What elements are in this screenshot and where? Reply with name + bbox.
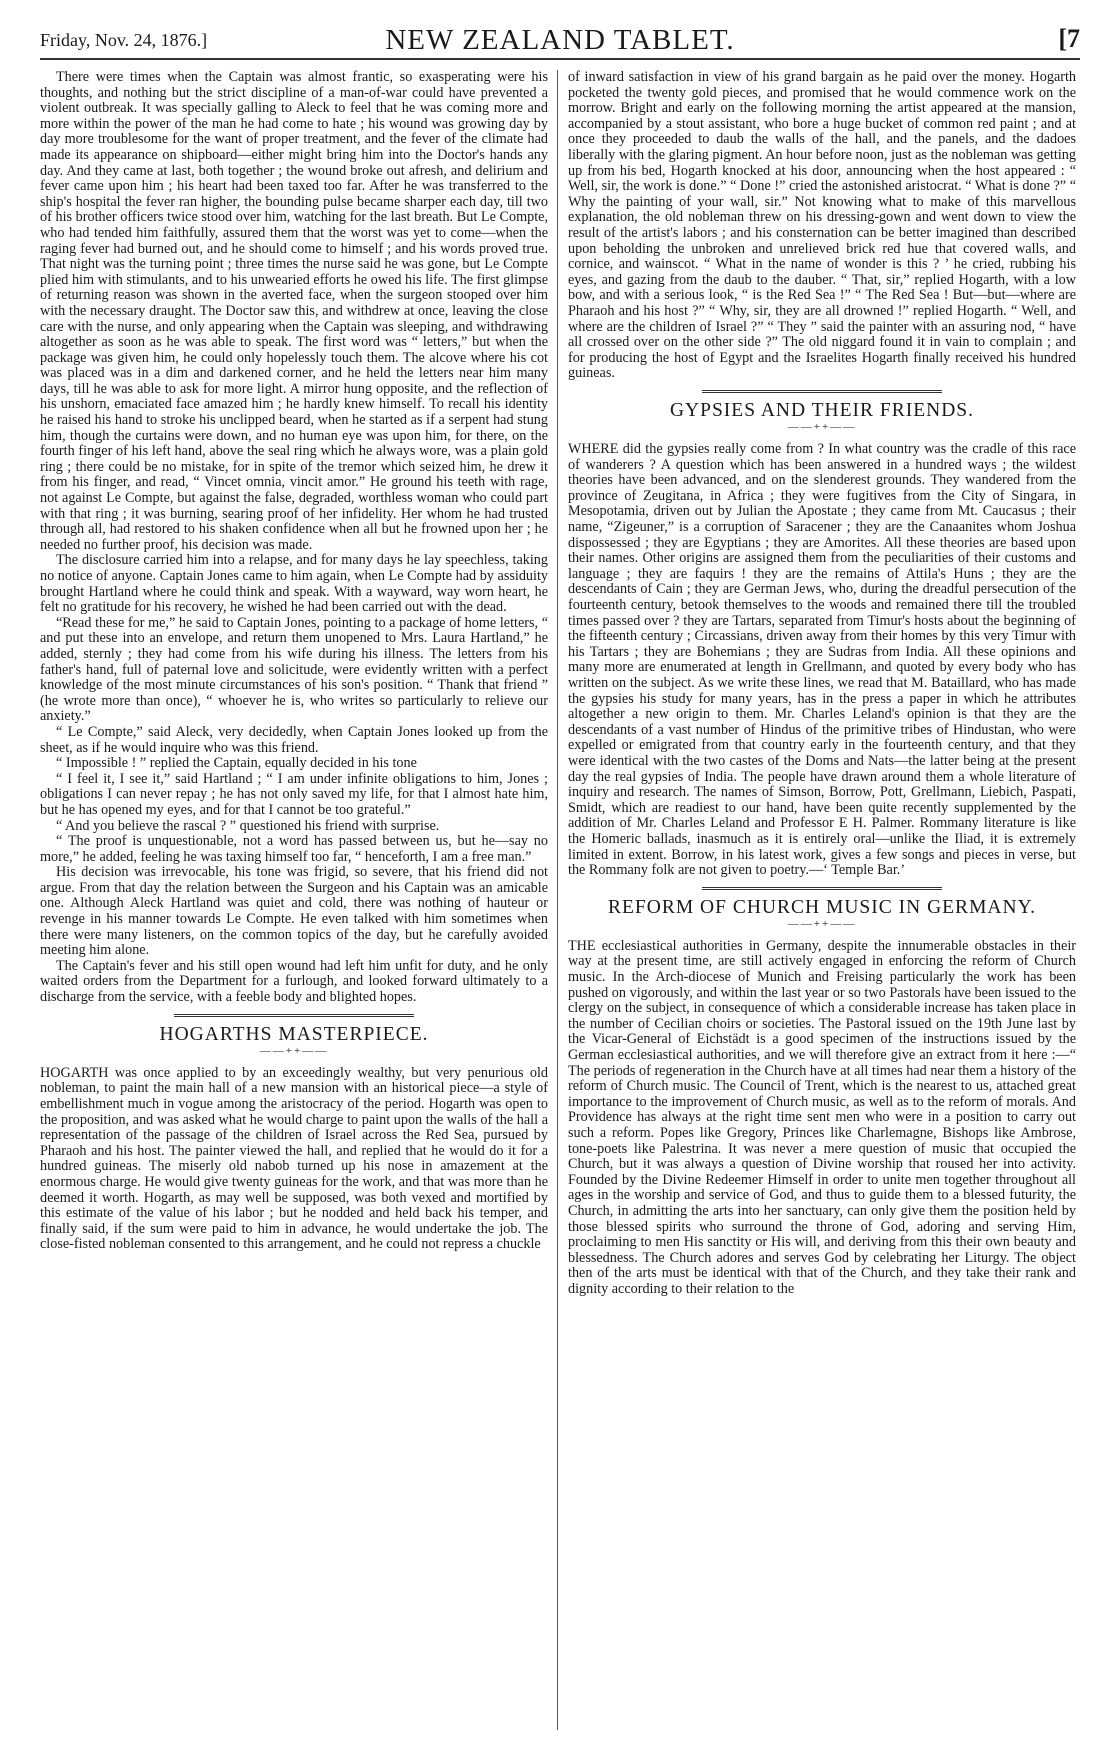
issue-date: Friday, Nov. 24, 1876.] — [40, 30, 208, 50]
hogarth-article-continued: of inward satisfaction in view of his grand bargain as he paid over the money. Hogarth pocketed the twenty gold pieces, and promised that he would commence work on the morrow. Bright and early on the following morning the artist appeared at the mansion, accompanied by a stout assistant, who bore a huge bucket of common red paint ; and at once they proceeded to daub the walls of the hall, and the panels, and the dadoes liberally with the glaring pigment. An hour before noon, just as the nobleman was getting up from his bed, Hogarth knocked at his door, announcing when the host appeared : “ Well, sir, the work is done.” “ Done !” cried the astonished aristocrat. “ What is done ?” “ Why the painting of your wall, sir.” Not knowing what to make of this marvellous explanation, the old nobleman threw on his dressing-gown and went down to view the result of the artist's labors ; and his consternation can be better imagined than described upon beholding the unbroken and unrelieved brick red hue that covered walls, and cornice, and wainscot. “ What in the name of wonder is this ? ’ he cried, rubbing his eyes, and gazing from the daub to the dauber. “ That, sir,” replied Hogarth, with a low bow, and with a serious look, “ is the Red Sea !” “ The Red Sea ! But—but—where are Pharaoh and his host ?” “ Why, sir, they are all drowned !” replied Hogarth. “ Well, and where are the children of Israel ?” “ They ” said the painter with an assuring nod, “ have all crossed over on the other side ?” The old niggard found it in vain to complain ; and for producing the host of Egypt and the Israelites Hogarth finally received his hundred guineas. — [568, 69, 1076, 382]
newspaper-title: NEW ZEALAND TABLET. — [385, 24, 735, 56]
heading-ornament: ——++—— — [787, 918, 857, 931]
section-divider — [702, 887, 942, 890]
story-paragraph: “ Le Compte,” said Aleck, very decidedly, when Captain Jones looked up from the sheet, as if he would inquire who was this friend. — [40, 723, 548, 756]
heading-ornament: ——++—— — [259, 1045, 329, 1058]
right-column — [568, 70, 1076, 1298]
story-paragraph: “ I feel it, I see it,” said Hartland ; “ I am under infinite obligations to him, Jones ; obligations I can never repay ; he has not only saved my life, for that I almost hate him, but he has opened my eyes, and for that I cannot be too grateful.” — [40, 770, 548, 818]
page-number: [7 — [1058, 24, 1080, 53]
story-paragraph: “ Impossible ! ” replied the Captain, equally decided in his tone — [56, 755, 417, 772]
story-paragraph: “Read these for me,” he said to Captain Jones, pointing to a package of home letters, “ and put these into an envelope, and return them unopened to Mrs. Laura Hartland,” he added, sternly ; they had come from his wife during his illness. The letters from his father's hand, full of paternal love and solicitude, were evidently written with a perfect knowledge of the most minute circumstances of his son's position. “ Thank that friend ” (he wrote more than once), “ whoever he is, who writes so particularly to relieve our anxiety.” — [40, 614, 548, 725]
masthead — [40, 22, 1080, 60]
left-column — [40, 70, 548, 1253]
story-paragraph: “ The proof is unquestionable, not a word has passed between us, but he—say no more,” he added, feeling he was taxing himself too far, “ henceforth, I am a free man.” — [40, 833, 548, 865]
gypsies-article-text: WHERE did the gypsies really come from ? In what country was the cradle of this race of wanderers ? A question which has been answered in a hundred ways ; the wildest theories have been advanced, and on the slenderest grounds. They wandered from the province of Zeugitana, in Africa ; they were fugitives from the City of Singara, in Mesopotamia, driven out by Julian the Apostate ; they came from Mt. Caucasus ; their name, “Zigeuner,” is a corruption of Saracener ; they are the Canaanites whom Joshua dispossessed ; they are Egyptians ; they are Amorites. All these theories are based upon their names. Other origins are assigned them from the peculiarities of their customs and language ; they are faquirs ! they are the remains of Attila's Huns ; they are the descendants of Cain ; they are German Jews, who, during the dreadful persecution of the fourteenth century, betook themselves to the woods and remained there till the troubled times passed over ? they are Tartars, separated from Timur's hosts about the beginning of the fifteenth century ; Circassians, driven away from their homes by this very Timur with his Tartars ; they are Bohemians ; they are Sudras from India. All these opinions and many more are enumerated at length in Grellmann, and quoted by every body who has written on the subject. As we write these lines, we read that M. Bataillard, who has made the gypsies his study for many years, has in the press a paper in which he attributes altogether a new origin to them. Mr. Charles Leland's opinion is that they are the descendants of a vast number of Hindus of the primitive tribes of Hindustan, who were expelled or emigrated from that country early in the fourteenth century, and that they were identical with the two castes of the Doms and Nats—the latter being at the present day the real gypsies of India. The people have drawn around them a whole literature of inquiry and research. The names of Simson, Borrow, Pott, Grellmann, Liebich, Paspati, Smidt, which are readiest to our hand, have been quite recently supplemented by the addition of Mr. Charles Leland and Professor E H. Palmer. Rommany literature is like the Homeric ballads, inasmuch as it is entirely oral—unlike the Iliad, it is extremely limited in extent. Borrow, in his latest work, gives a few songs and pieces in verse, but the Rommany folk are not given to poetry.—‘ Temple Bar.’ — [568, 441, 1076, 879]
story-paragraph: His decision was irrevocable, his tone was frigid, so severe, that his friend did not argue. From that day the relation between the Surgeon and his Captain was an amicable one. Although Aleck Hartland was quiet and cold, there was nothing of hauteur or revenge in his manner towards Le Compte. He even talked with him sometimes when there were many listeners, on the common topics of the day, but he carefully avoided meeting him alone. — [40, 864, 548, 959]
story-paragraph: The disclosure carried him into a relapse, and for many days he lay speechless, taking no notice of anyone. Captain Jones came to him again, when Le Compte had by assiduity brought Hartland where he could think and speak. With a wayward, way worn heart, he felt no gratitude for his recovery, he wished he had been carried out with the dead. — [40, 552, 548, 616]
story-paragraph: There were times when the Captain was almost frantic, so exasperating were his thoughts, and nothing but the strict discipline of a man-of-war could have prevented a violent outbreak. It was specially galling to Aleck to feel that he was coming more and more within the power of the man he had come to hate ; his wound was growing day by day more troublesome for the want of proper treatment, and the fever of the climate had made its appearance on shipboard—either might bring him into the Doctor's hands any day. And they came at last, both together ; the wound broke out afresh, and delirium and fever came upon him ; his heart had been taxed too far. After he was transferred to the ship's hospital the fever ran higher, the bounding pulse became sharper each day, till two of his brother officers twice stood over him, watching for the last breath. But Le Compte, who had tended him faithfully, assured them that the worst was yet to come—when the raging fever had burned out, and he should come to himself ; and his words proved true. That night was the turning point ; three times the nurse said he was gone, but Le Compte plied him with stimulants, and to his unwearied efforts he owed his life. The first glimpse of returning reason was shown in the averted face, when the surgeon stooped over him with the necessary draught. The Doctor saw this, and withdrew at once, leaving the close care with the nurse, and only appearing when the Captain was sleeping, and withdrawing altogether as soon as he was able to speak. The first word was “ letters,” but when the package was given him, he could only hopelessly touch them. The alcove where his cot was placed was in a dim and darkened corner, and he held the letters near him many days, till he was able to ask for more light. A mirror hung opposite, and the reflection of his unshorn, emaciated face amazed him ; he hardly knew himself. To recall his identity he raised his hand to stroke his unclipped beard, when he started as if a serpent had stung him, though the curtains were down, and no human eye was upon him, for there, on the fourth finger of his left hand, above the seal ring which he always wore, was a plain gold ring ; there could be no mistake, for in spite of the tremor which seized him, he drew it from his finger, and read, “ Vincet omnia, vincit amor.” He ground his teeth with rage, not against Le Compte, but against the false, degraded, worthless woman who could part with that ring ; it was burning, searing proof of her infidelity. Her whom he had trusted through all, had restored to his shaken confidence when all but he frowned upon her ; he needed no further proof, his decision was made. — [40, 69, 548, 553]
church-music-article-text: THE ecclesiastical authorities in Germany, despite the innumerable obstacles in their way at the present time, are still actively engaged in enforcing the reform of Church music. In the Arch-diocese of Munich and Freising particularly the work has been pushed on vigorously, and within the last year or so two Pastorals have been issued to the clergy on the subject, in consequence of which a considerable increase has taken place in the number of Cecilian choirs or societies. The Pastoral issued on the 19th June last by the Vicar-General of Eichstädt is a good specimen of the instructions issued by the German ecclesiastical authorities, and we will therefore give an extract from it here :—“ The periods of regeneration in the Church have at all times had near them a history of the reform of Church music. The Council of Trent, which is the nearest to us, attached great importance to the improvement of Church music, as well as to the reform of morals. And Providence has always at the right time sent men who were in a position to carry out such a reform. Popes like Gregory, Princes like Charlemagne, Bishops like Ambrose, tone-poets like Palestrina. It was never a mere question of music that occupied the Church, but it was always a question of Divine worship that roused her into activity. Founded by the Divine Redeemer Himself in order to unite men together throughout all ages in the worship and service of God, and thus to guide them to a blessed futurity, the Church, in admitting the arts into her sanctuary, can only give them the position held by those blessed spirits who surround the throne of God, adoring and serving Him, proclaiming to men His sanctity or His will, and deriving from this their own beauty and blessedness. The Church adores and serves God by celebrating her Liturgy. The object then of the arts must be identical with that of the Church, and they take their rank and dignity according to their relation to the — [568, 937, 1076, 1297]
section-divider — [702, 390, 942, 393]
gypsies-heading: GYPSIES AND THEIR FRIENDS. — [669, 399, 975, 421]
story-paragraph: “ And you believe the rascal ? ” questioned his friend with surprise. — [56, 817, 440, 834]
hogarth-article-text: HOGARTH was once applied to by an exceedingly wealthy, but very penurious old nobleman, to paint the main hall of a new mansion with an historical piece—a style of embellishment much in vogue among the aristocracy of the period. Hogarth was open to the proposition, and was asked what he would charge to paint upon the walls of the hall a representation of the passage of the children of Israel across the Red Sea, pursued by Pharaoh and his host. The painter viewed the hall, and replied that he would do it for a hundred guineas. The miserly old nabob turned up his nose in amazement at the enormous charge. He would give twenty guineas for the work, and that was more than he deemed it worth. Hogarth, as may well be supposed, was both vexed and mortified by this estimate of the value of his labor ; but he nodded and held back his temper, and finally said, if the sum were paid to him in advance, he would undertake the job. The close-fisted nobleman consented to this arrangement, and he could not repress a chuckle — [40, 1064, 548, 1253]
section-divider — [174, 1014, 414, 1017]
column-rule — [557, 70, 558, 1730]
hogarth-heading: HOGARTHS MASTERPIECE. — [159, 1023, 429, 1045]
church-music-heading: REFORM OF CHURCH MUSIC IN GERMANY. — [607, 896, 1037, 918]
story-paragraph: The Captain's fever and his still open wound had left him unfit for duty, and he only waited orders from the Department for a furlough, and looked forward ultimately to a discharge from the service, with a feeble body and blighted hopes. — [40, 957, 548, 1006]
heading-ornament: ——++—— — [787, 421, 857, 434]
